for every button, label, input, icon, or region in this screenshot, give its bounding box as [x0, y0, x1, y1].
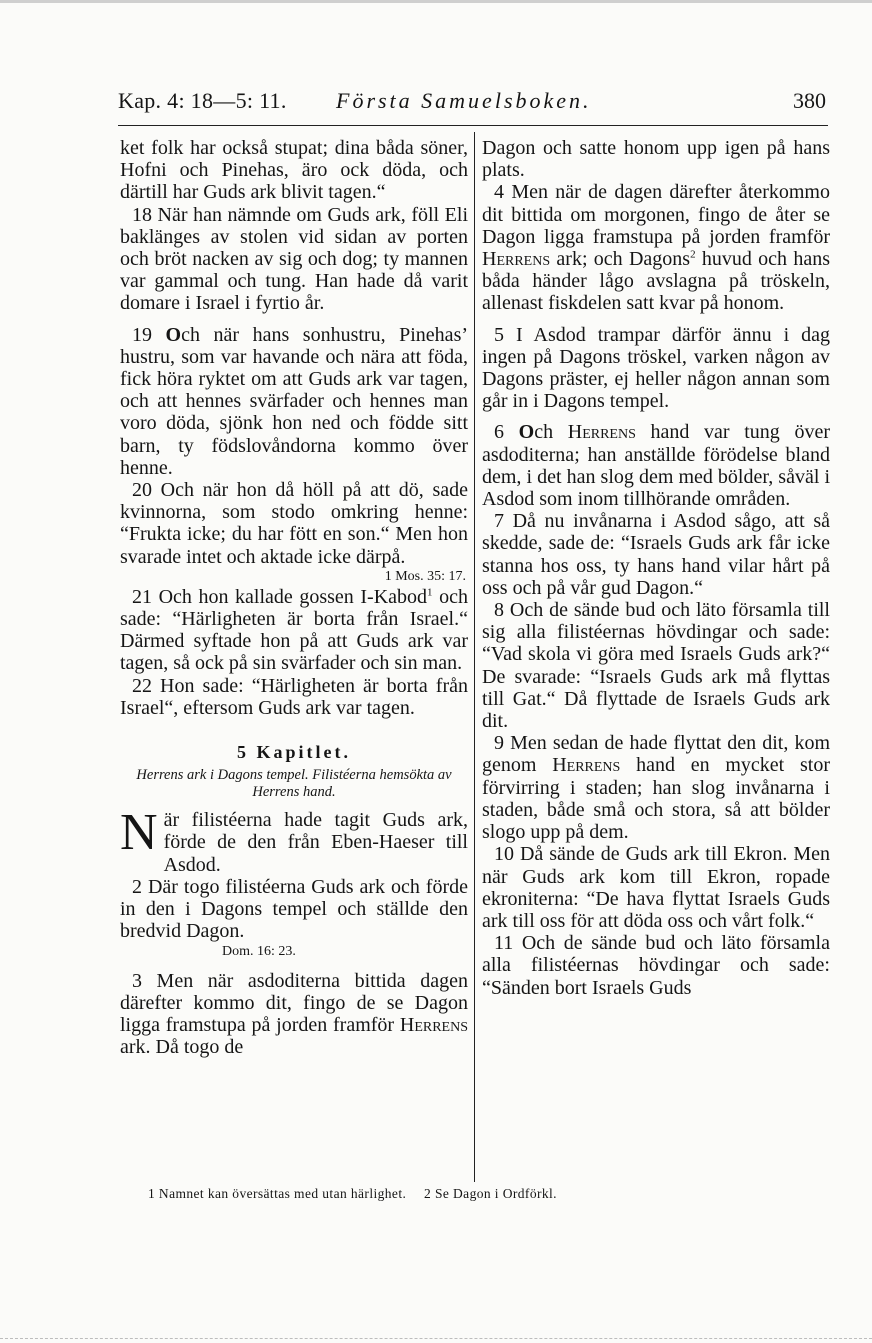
page-bottom-edge	[0, 1338, 872, 1343]
running-header	[118, 88, 828, 118]
verse-4-18: 18 När han nämnde om Guds ark, föll Eli baklänges av stolen vid sidan av porten och bröt nacken av sig och dog; ty mannen var gammal och tung. Han hade då varit domare i Israel i fyrtio år.	[120, 203, 468, 315]
chapter-heading: 5 Kapitlet.	[237, 742, 351, 763]
verse-4-19: 19 Och när hans sonhustru, Pinehas’ hustru, som var havande och nära att föda, fick höra ryktet om att Guds ark var tagen, och att hennes svärfader och hennes man voro döda, sjönk hon ned och födde sitt barn, ty födslovåndorna kommo över henne.	[120, 323, 469, 479]
verse-4-20: 20 Och när hon då höll på att dö, sade kvinnorna, som stodo omkring henne: “Frukta icke; du har fött en son.“ Men hon svarade intet och aktade icke därpå.	[120, 479, 468, 568]
cross-reference: 1 Mos. 35: 17.	[384, 568, 466, 584]
paragraph-initial: O	[518, 421, 535, 444]
right-column	[482, 137, 830, 999]
cross-reference: Dom. 16: 23.	[222, 943, 296, 959]
verse-4-22: 22 Hon sade: “Härligheten är borta från Israel“, eftersom Guds ark var tagen.	[120, 674, 468, 719]
chapter-reference: Kap. 4: 18—5: 11.	[118, 88, 287, 113]
header-rule	[118, 125, 828, 126]
footnote-marker: 2	[690, 248, 696, 261]
footnote-2: 2 Se Dagon i Ordförkl.	[424, 1186, 557, 1201]
page-top-edge	[0, 0, 872, 3]
verse-5-3: 3 Men när asdoditerna bittida dagen därefter kommo dit, fingo de se Dagon ligga framstupa på jorden framför Herrens ark. Då togo de	[120, 969, 468, 1059]
drop-cap: N	[120, 804, 158, 862]
footnotes	[148, 1186, 848, 1202]
verse-5-6: 6 Och Herrens hand var tung över asdoditerna; han anställde förödelse bland dem, i det han slog dem med bölder, såväl i Asdod som inom tillhörande områden.	[482, 421, 830, 511]
book-title: Första Samuelsboken.	[336, 88, 592, 113]
verse-5-10: 10 Då sände de Guds ark till Ekron. Men när Guds ark kom till Ekron, ropade ekroniterna: “De hava flyttat Israels Guds ark till oss för att döda oss och vårt folk.“	[482, 843, 830, 932]
verse-5-4: 4 Men när de dagen därefter återkommo dit bittida om morgonen, fingo de åter se Dagon ligga framstupa på jorden framför Herrens ark; och Dagons$^2$ huvud och hans båda händer lågo avslagna på tröskeln, allenast fiskdelen satt kvar på honom.	[482, 181, 830, 315]
verse-4-21: 21 Och hon kallade gossen I-Kabod$^1$ och sade: “Härligheten är borta från Israel.“ Därmed syftade hon på att Guds ark var tagen, så ock på sin svärfader och sin man.	[120, 585, 468, 675]
footnote-marker: 1	[427, 586, 433, 599]
verse-5-7: 7 Då nu invånarna i Asdod sågo, att så skedde, sade de: “Israels Guds ark får icke stanna hos oss, ty hans hand vilar hårt på oss och på vår gud Dagon.“	[482, 510, 830, 599]
verse-5-1: När filistéerna hade tagit Guds ark, förde de den från Eben-Haeser till Asdod.	[120, 804, 468, 876]
left-column	[120, 137, 468, 1058]
verse-5-8: 8 Och de sände bud och läto församla till sig alla filistéernas hövdingar och sade: “Vad skola vi göra med Israels Guds ark?“ De svarade: “Israels Guds ark må flyttas till Gat.“ Då flyttade de Israels Guds ark dit.	[482, 599, 830, 733]
chapter-summary: Herrens ark i Dagons tempel. Filistéerna hemsökta av Herrens hand.	[136, 767, 452, 801]
verse-5-9: 9 Men sedan de hade flyttat den dit, kom genom Herrens hand en mycket stor förvirring i staden; han slog invånarna i staden, både små och stora, så att bölder slogo upp på dem.	[482, 732, 830, 844]
verse-5-11: 11 Och de sände bud och läto församla alla filistéernas hövdingar och sade: “Sänden bort Israels Guds	[482, 932, 830, 999]
page-number: 380	[793, 88, 826, 113]
paragraph-initial: O	[165, 323, 182, 346]
footnote-1: 1 Namnet kan översättas med utan härlighet.	[148, 1186, 407, 1201]
verse-5-5: 5 I Asdod trampar därför ännu i dag ingen på Dagons tröskel, varken någon av Dagons präster, ej heller någon annan som går in i Dagons tempel.	[482, 323, 830, 413]
verse-5-2: 2 Där togo filistéerna Guds ark och förde in den i Dagons tempel och ställde den bredvid Dagon.	[120, 875, 468, 943]
verse-4-17-continuation: ket folk har också stupat; dina båda söner, Hofni och Pinehas, äro ock döda, och därtill har Guds ark blivit tagen.“	[120, 137, 468, 204]
column-divider	[474, 132, 475, 1182]
verse-5-3-continuation: Dagon och satte honom upp igen på hans plats.	[482, 137, 830, 182]
